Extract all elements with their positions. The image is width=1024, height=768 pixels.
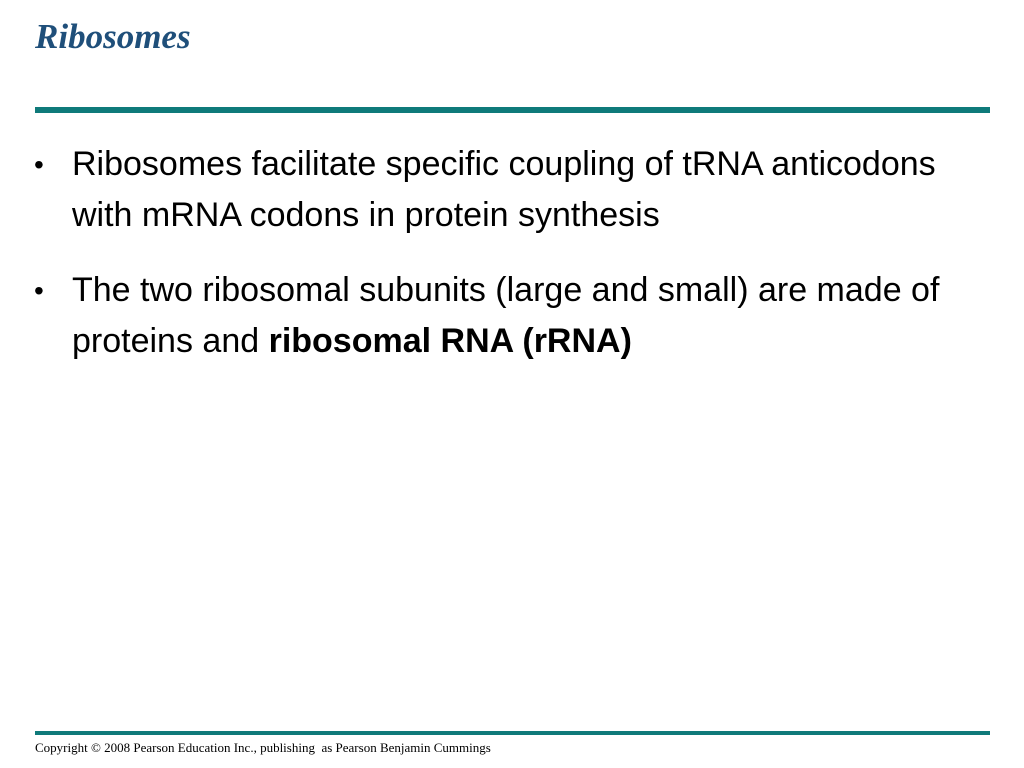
slide-title: Ribosomes: [35, 17, 191, 56]
bullet-icon: •: [34, 275, 44, 306]
title-divider: [35, 107, 990, 113]
bullet-text-bold: ribosomal RNA (rRNA): [268, 322, 632, 360]
footer-divider: [35, 731, 990, 735]
bullet-icon: •: [34, 149, 44, 180]
bullet-item: [34, 139, 974, 241]
bullet-text: [72, 145, 936, 234]
bullet-text: [72, 271, 939, 360]
bullet-text-plain: Ribosomes facilitate specific coupling of tRNA anticodons with mRNA codons in protein synthesis: [72, 145, 936, 234]
copyright-footer: Copyright © 2008 Pearson Education Inc., publishing as Pearson Benjamin Cummings: [35, 740, 491, 755]
bullet-text-plain: The two ribosomal subunits (large and small) are made of proteins and: [72, 271, 940, 360]
bullet-item: [34, 265, 974, 367]
bullet-list: [34, 139, 974, 391]
